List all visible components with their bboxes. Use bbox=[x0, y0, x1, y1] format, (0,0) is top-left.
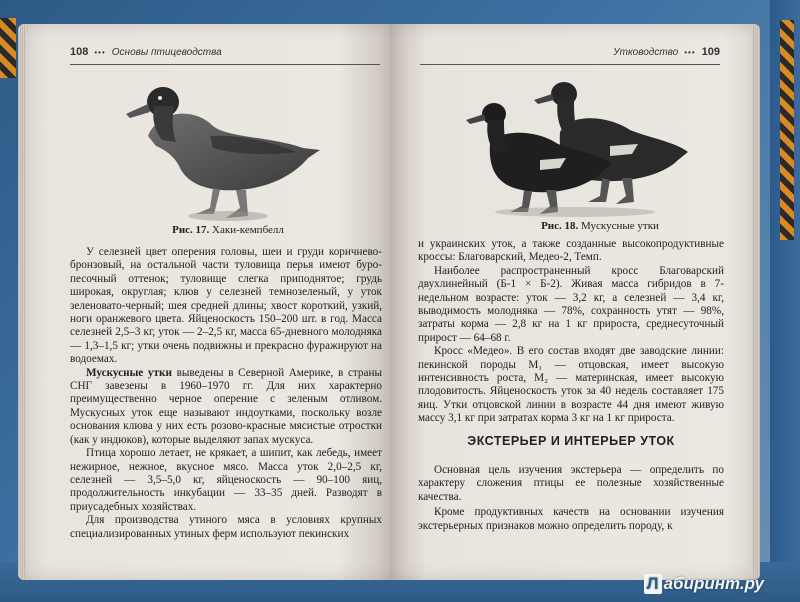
paragraph-muscovy bbox=[70, 367, 382, 447]
page-edge-left bbox=[18, 24, 26, 580]
right-page bbox=[390, 24, 760, 580]
running-title-left: Основы птицеводства bbox=[111, 47, 222, 58]
right-page-header bbox=[420, 46, 720, 64]
paragraph-besides-productive: Кроме продуктивных качеств на основании изучения экстерьерных признаков можно определить породу, к bbox=[418, 506, 724, 532]
labirint-logo-mark: Л bbox=[644, 574, 662, 594]
section-heading: ЭКСТЕРЬЕР И ИНТЕРЬЕР УТОК bbox=[467, 434, 675, 448]
header-dots-left: ••• bbox=[91, 48, 109, 57]
figure-18-title: Мускусные утки bbox=[581, 220, 659, 232]
figure-17-label: Рис. 17. bbox=[172, 224, 210, 236]
paragraph-continuation: и украинских уток, а также созданные высокопродуктивные кроссы: Благоварский, Медео-2, Темп. bbox=[418, 238, 724, 264]
figure-18-label: Рис. 18. bbox=[541, 220, 579, 232]
book-cover-right bbox=[770, 0, 800, 602]
labirint-logo-text: абиринт.ру bbox=[663, 574, 764, 593]
left-page-header bbox=[70, 46, 380, 64]
paragraph-meat-production: Для производства утиного мяса в условиях крупных специализированных утиных ферм используют пекинских bbox=[70, 514, 382, 540]
muscovy-text: выведены в Северной Америке, в страны СНГ завезены в 1960–1970 гг. Для них характерно преимущественно черное оперение с зеленым отливом. Мускусных уток еще называют индоутками, поскольку возле основания клюва у них есть розово-красные мясистые отростки (как у индюков), которые выделяют запах мускуса. bbox=[70, 366, 382, 446]
labirint-watermark bbox=[644, 574, 764, 594]
khaki-campbell-duck-illustration bbox=[118, 76, 328, 226]
page-edge-right bbox=[752, 24, 760, 580]
running-title-right: Утководство bbox=[613, 47, 679, 58]
page-number-left: 108 bbox=[70, 46, 89, 58]
muscovy-term: Мускусные утки bbox=[86, 366, 172, 379]
paragraph-bird-flight: Птица хорошо летает, не крякает, а шипит, как лебедь, имеет нежирное, нежное, вкусное мясо. Масса уток 2,0–2,5 кг, селезней — 3,5–5,0 кг, яйценоскость — 90–100 яиц, продолжительность инкубации — 33–35 дней. Разводят в приусадебных хозяйствах. bbox=[70, 447, 382, 513]
paragraph-medeo-cross: Кросс «Медео». В его состав входят две заводские линии: пекинской породы M₁ — отцовская, имеет высокую интенсивность роста, M₂ — материнская, имеет высокую плодовитость. Яйценоскость уток за 40 недель составляет 175 яиц. Утки отцовской линии в возрасте 44 дня имеют живую массу 3,1 кг при затратах корма 3 кг на 1 кг прироста. bbox=[418, 345, 724, 425]
figure-17-caption bbox=[78, 224, 378, 236]
muscovy-ducks-illustration bbox=[460, 72, 690, 222]
paragraph-drake-description: У селезней цвет оперения головы, шеи и груди коричнево-бронзовый, на остальной части туловища перья имеют буро-песочный оттенок; туловище слегка приподнятое; грудь широкая, округлая; клюв у селезней темнозеленый, у уток зеленовато-черный; шея средней длины; хвост короткий, узкий, ноги оранжевого цвета. Яйценоскость 150–200 шт. в год. Масса селезней 2,5–3 кг, уток — 2–2,5 кг, масса 65-дневного молодняка — 1,3–1,5 кг; утки очень подвижны и прекрасно фуражируют на водоемах. bbox=[70, 246, 382, 366]
page-number-right: 109 bbox=[701, 46, 720, 58]
cover-stripe bbox=[780, 20, 794, 240]
open-book bbox=[18, 24, 760, 580]
figure-18-caption bbox=[480, 220, 720, 232]
left-page-body bbox=[70, 246, 382, 541]
right-page-body-top bbox=[418, 238, 724, 426]
header-rule-right bbox=[420, 64, 720, 65]
cover-tab-left bbox=[0, 18, 16, 78]
left-page bbox=[18, 24, 394, 580]
right-page-body-bottom bbox=[418, 464, 724, 533]
paragraph-exterior-goal: Основная цель изучения экстерьера — определить по характеру сложения птицы ее полезные хозяйственные качества. bbox=[418, 464, 724, 503]
header-rule-left bbox=[70, 64, 380, 65]
header-dots-right: ••• bbox=[681, 48, 699, 57]
paragraph-blagovar-cross: Наиболее распространенный кросс Благоварский двухлинейный (Б-1 × Б-2). Живая масса гибридов в 7-недельном возрасте: уток — 3,2 кг, а селезней — 3,4 кг, выводимость молодняка — 78%, сохранность утят — 98%, затраты корма — 2,8 кг на 1 кг прироста, среднесуточный прирост — 64–68 г. bbox=[418, 264, 724, 344]
figure-17-title: Хаки-кемпбелл bbox=[212, 224, 284, 236]
